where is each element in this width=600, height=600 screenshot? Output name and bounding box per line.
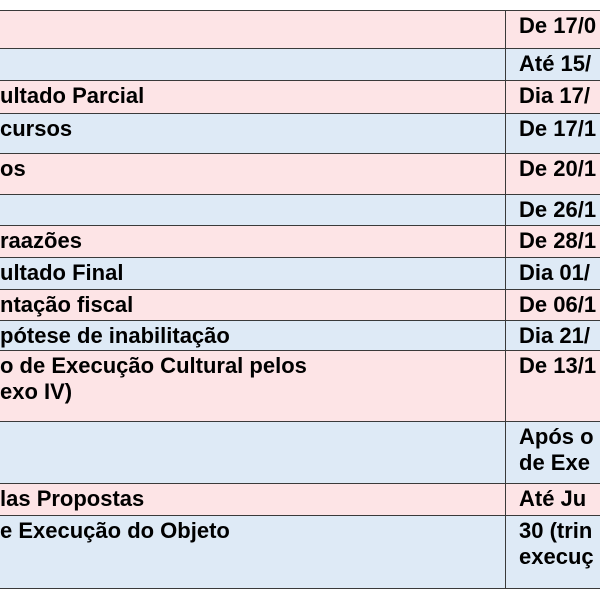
activity-cell — [0, 113, 505, 153]
date-cell — [505, 483, 600, 515]
date-label: De 17/0 — [519, 13, 597, 38]
date-label: De 17/1 — [519, 116, 597, 141]
row-border — [0, 350, 600, 351]
activity-label: ultado Final — [0, 260, 124, 285]
date-cell — [505, 194, 600, 225]
activity-cell — [0, 289, 505, 320]
activity-cell — [0, 153, 505, 194]
activity-label: os — [0, 156, 26, 181]
row-border — [0, 225, 600, 226]
row-border — [0, 48, 600, 49]
activity-cell — [0, 80, 505, 113]
activity-label: pótese de inabilitação — [0, 323, 230, 348]
row-border — [0, 257, 600, 258]
row-border — [0, 588, 600, 589]
activity-cell — [0, 225, 505, 257]
date-label: Dia 01/ — [519, 260, 590, 285]
activity-label: e Execução do Objeto — [0, 518, 230, 543]
activity-cell — [0, 194, 505, 225]
date-cell — [505, 421, 600, 483]
column-divider — [505, 10, 506, 588]
date-cell — [505, 153, 600, 194]
activity-label: ntação fiscal — [0, 292, 134, 317]
activity-cell — [0, 350, 505, 421]
date-cell — [505, 320, 600, 350]
row-border — [0, 113, 600, 114]
activity-label: las Propostas — [0, 486, 145, 511]
row-border — [0, 153, 600, 154]
date-cell — [505, 515, 600, 588]
activity-label: o de Execução Cultural pelos — [0, 353, 307, 378]
row-border — [0, 421, 600, 422]
row-border — [0, 80, 600, 81]
activity-cell — [0, 483, 505, 515]
row-border — [0, 320, 600, 321]
row-border — [0, 515, 600, 516]
date-label: De 06/1 — [519, 292, 597, 317]
activity-cell — [0, 320, 505, 350]
date-label: Até Ju — [519, 486, 587, 511]
date-cell — [505, 225, 600, 257]
activity-cell — [0, 48, 505, 80]
row-border — [0, 483, 600, 484]
date-cell — [505, 80, 600, 113]
date-label: De 20/1 — [519, 156, 597, 181]
date-label-line2: de Exe — [519, 450, 590, 475]
activity-cell — [0, 515, 505, 588]
activity-cell — [0, 10, 505, 48]
activity-cell — [0, 257, 505, 289]
activity-label: raazões — [0, 228, 82, 253]
date-label: Até 15/ — [519, 51, 592, 76]
date-cell — [505, 113, 600, 153]
date-label: De 13/1 — [519, 353, 597, 378]
date-label: De 26/1 — [519, 197, 597, 222]
activity-label-line2: exo IV) — [0, 379, 73, 404]
row-border — [0, 194, 600, 195]
date-cell — [505, 350, 600, 421]
activity-cell — [0, 421, 505, 483]
date-cell — [505, 257, 600, 289]
date-label: Após o — [519, 424, 594, 449]
activity-label: ultado Parcial — [0, 83, 145, 108]
date-cell — [505, 10, 600, 48]
row-border — [0, 10, 600, 11]
date-label: Dia 21/ — [519, 323, 590, 348]
date-label: Dia 17/ — [519, 83, 590, 108]
date-label: De 28/1 — [519, 228, 597, 253]
row-border — [0, 289, 600, 290]
date-label: 30 (trin — [519, 518, 593, 543]
date-cell — [505, 48, 600, 80]
date-label-line2: execuç — [519, 544, 594, 569]
date-cell — [505, 289, 600, 320]
activity-label: cursos — [0, 116, 73, 141]
